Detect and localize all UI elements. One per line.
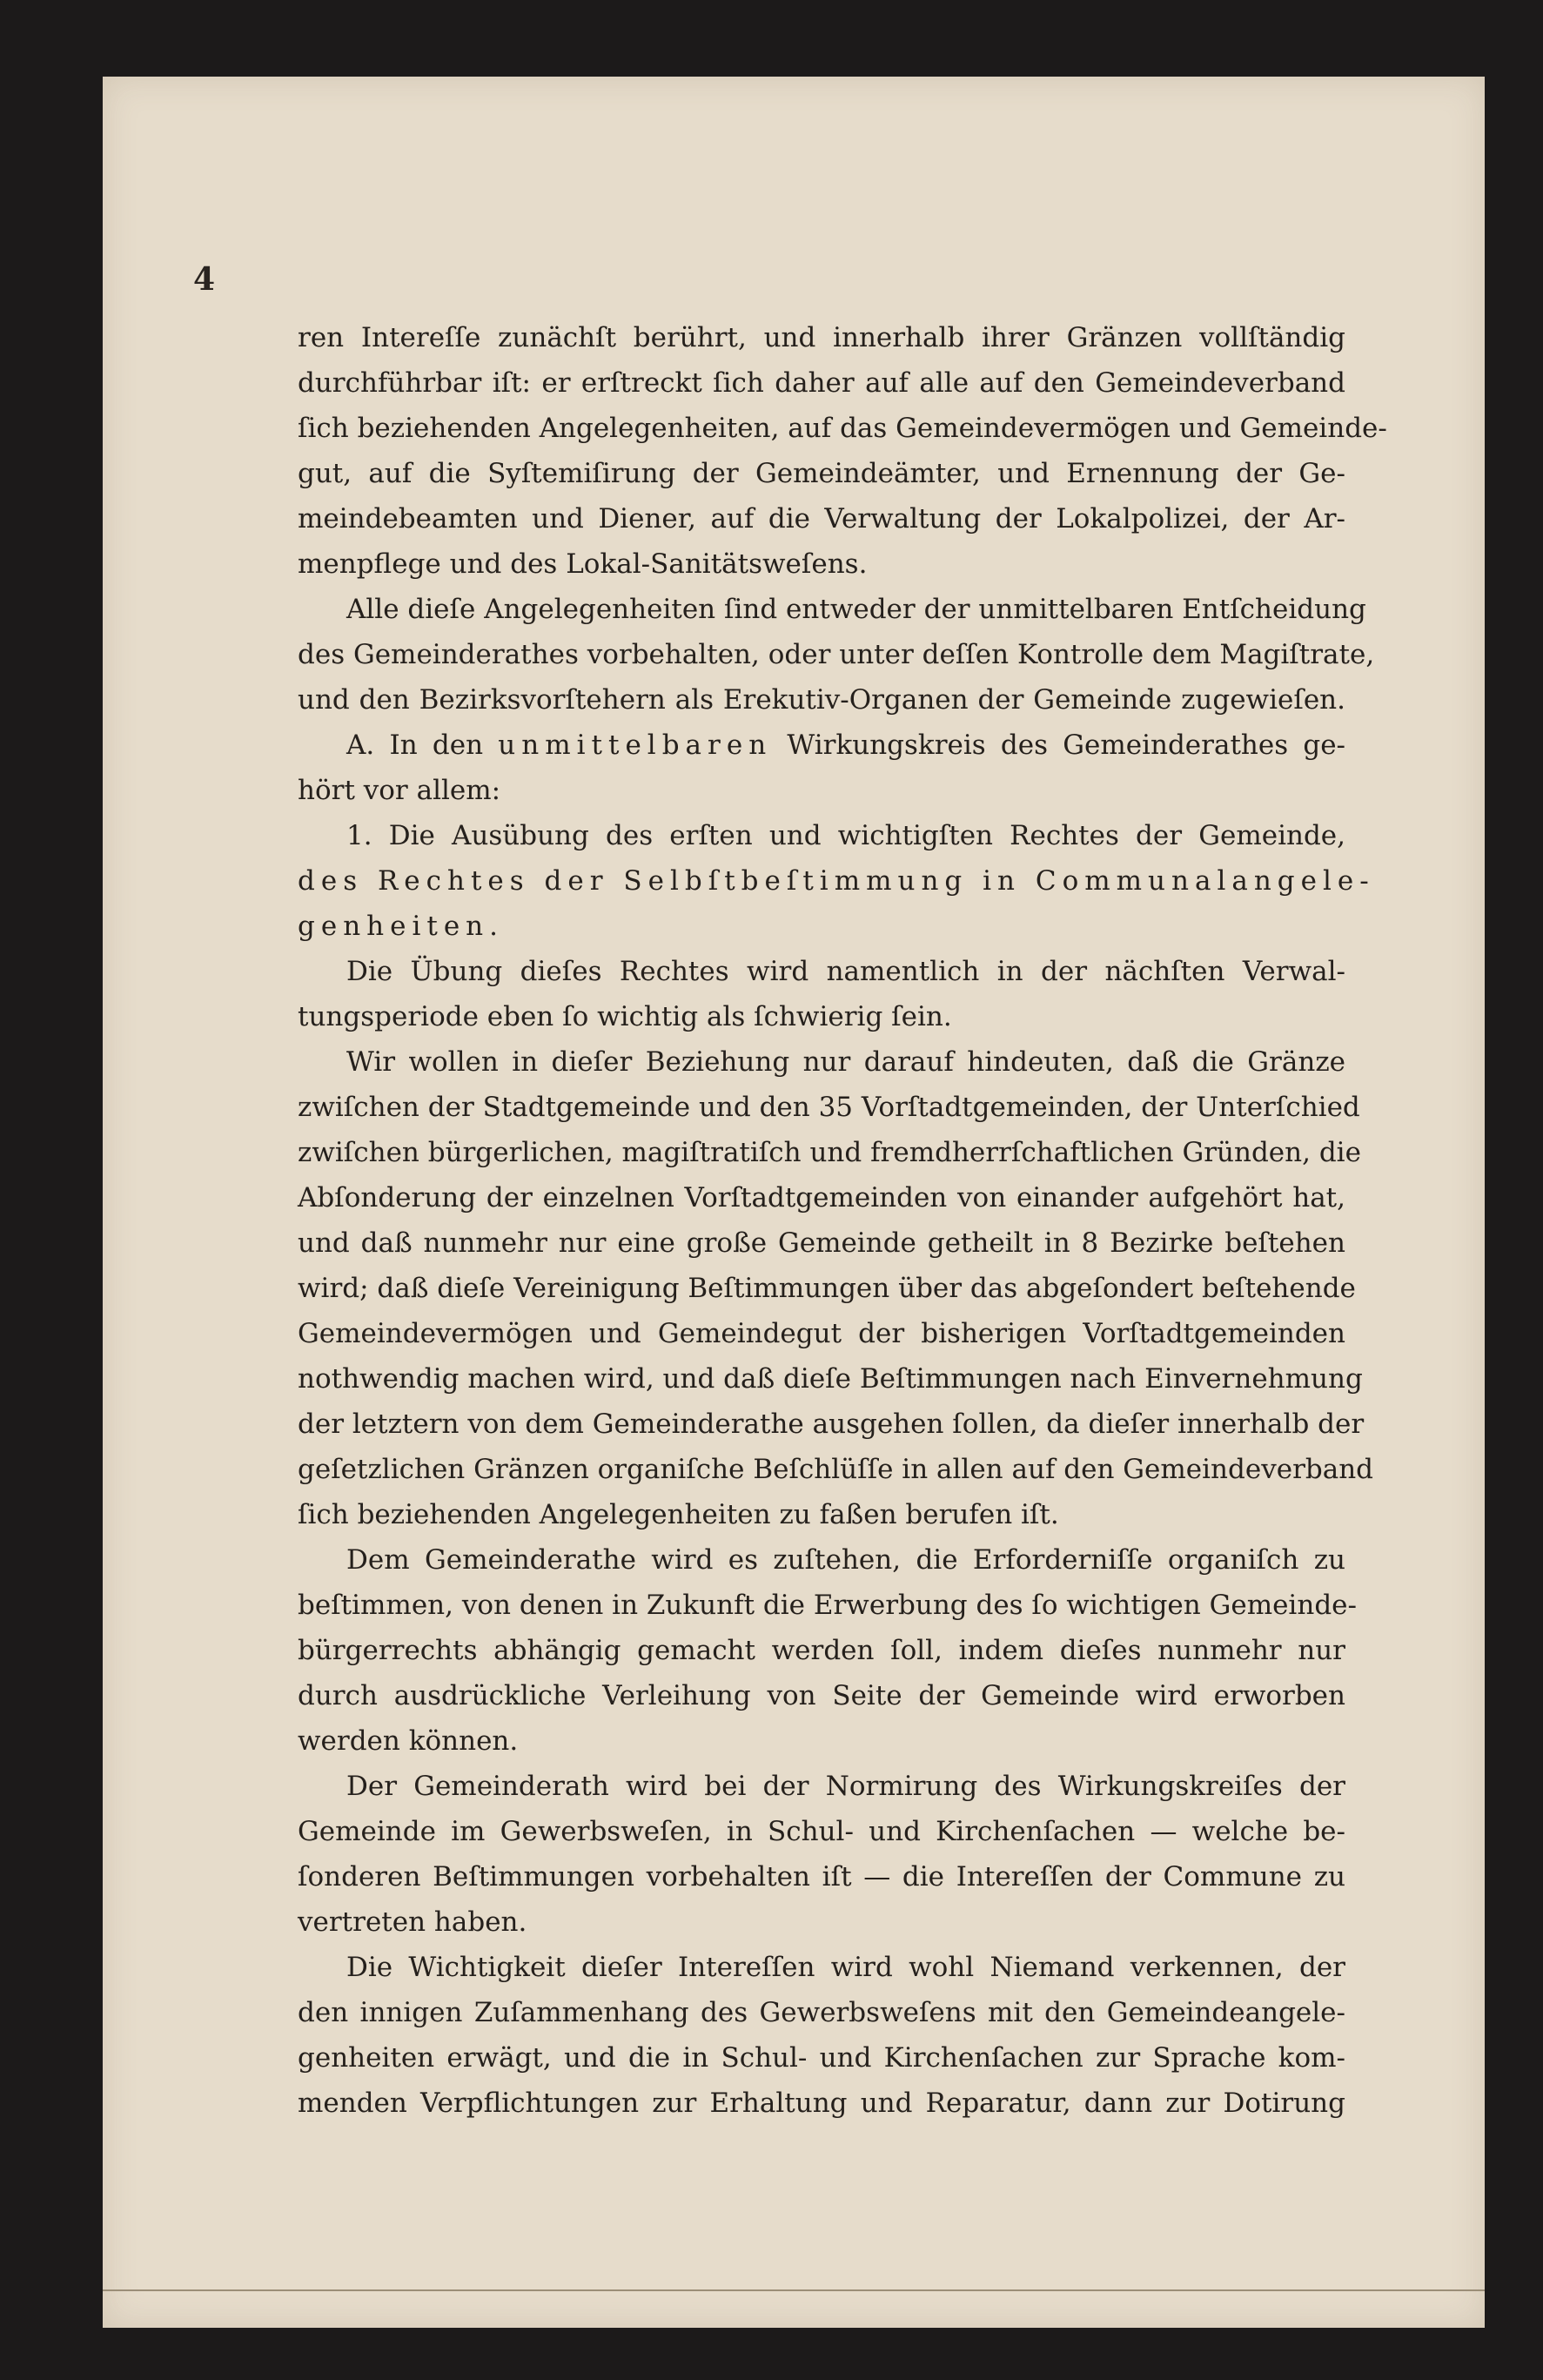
text-line: Dem Gemeinderathe wird es zuſtehen, die Erforderniſſe organiſch zu [346,1544,1345,1576]
text-line: hört vor allem: [298,775,501,806]
text-line: des Gemeinderathes vorbehalten, oder unter deſſen Kontrolle dem Magiſtrate, [298,639,1375,670]
emphasis-spaced: unmittelbaren [498,729,773,761]
text-line: Gemeinde im Gewerbsweſen, in Schul- und Kirchenſachen — welche be- [298,1816,1345,1847]
text-line: menden Verpflichtungen zur Erhaltung und Reparatur, dann zur Dotirung [298,2088,1345,2119]
text-line: bürgerrechts abhängig gemacht werden ſoll, indem dieſes nunmehr nur [298,1635,1345,1666]
text-line: vertreten haben. [298,1906,527,1938]
text-line: werden können. [298,1725,519,1757]
emphasis-spaced: des Rechtes der Selbſtbeſtimmung in Communalangele- [298,865,1375,897]
text-line: und den Bezirksvorſtehern als Erekutiv-Organen der Gemeinde zugewieſen. [298,684,1345,716]
text-line: Gemeindevermögen und Gemeindegut der bisherigen Vorſtadtgemeinden [298,1318,1345,1349]
text-line: Die Wichtigkeit dieſer Intereſſen wird wohl Niemand verkennen, der [346,1952,1345,1983]
text-line: tungsperiode eben ſo wichtig als ſchwierig ſein. [298,1001,952,1032]
text-line-section-a [298,723,1345,768]
text-line: den innigen Zuſammenhang des Gewerbsweſens mit den Gemeindeangele- [298,1997,1345,2028]
text-line: menpflege und des Lokal-Sanitätsweſens. [298,548,868,580]
text-line: nothwendig machen wird, und daß dieſe Beſtimmungen nach Einvernehmung [298,1363,1363,1395]
text-line: ſich beziehenden Angelegenheiten zu faßen berufen iſt. [298,1499,1059,1530]
text-line: Wir wollen in dieſer Beziehung nur darauf hindeuten, daß die Gränze [346,1046,1345,1078]
text-line: gut, auf die Syſtemiſirung der Gemeindeämter, und Ernennung der Ge- [298,458,1345,489]
text-line: zwiſchen bürgerlichen, magiſtratiſch und fremdherrſchaftlichen Gründen, die [298,1137,1361,1168]
text-line: beſtimmen, von denen in Zukunft die Erwerbung des ſo wichtigen Gemeinde- [298,1590,1357,1621]
text-line: genheiten erwägt, und die in Schul- und Kirchenſachen zur Sprache kom- [298,2042,1345,2074]
text-line: Abſonderung der einzelnen Vorſtadtgemeinden von einander aufgehört hat, [298,1182,1345,1214]
text-line: wird; daß dieſe Vereinigung Beſtimmungen über das abgeſondert beſtehende [298,1273,1356,1304]
body-text [298,315,1387,2126]
text-line: meindebeamten und Diener, auf die Verwaltung der Lokalpolizei, der Ar- [298,503,1345,534]
emphasis-spaced: genheiten. [298,911,505,942]
section-a-lead: A. In den [346,729,484,761]
text-line: ſonderen Beſtimmungen vorbehalten iſt — die Intereſſen der Commune zu [298,1861,1345,1893]
text-line: ren Intereſſe zunächſt berührt, und innerhalb ihrer Gränzen vollſtändig [298,322,1345,353]
text-line: und daß nunmehr nur eine große Gemeinde getheilt in 8 Bezirke beſtehen [298,1227,1345,1259]
text-line: geſetzlichen Gränzen organiſche Beſchlüſſe in allen auf den Gemeindeverband [298,1454,1374,1485]
text-line: durch ausdrückliche Verleihung von Seite der Gemeinde wird erworben [298,1680,1345,1711]
text-line-item-1: 1. Die Ausübung des erſten und wichtigſten Rechtes der Gemeinde, [346,820,1345,851]
page-number: 4 [193,261,216,298]
text-line: zwiſchen der Stadtgemeinde und den 35 Vorſtadtgemeinden, der Unterſchied [298,1092,1360,1123]
text-line: der letztern von dem Gemeinderathe ausgehen ſollen, da dieſer innerhalb der [298,1409,1365,1440]
text-line: Alle dieſe Angelegenheiten ſind entweder der unmittelbaren Entſcheidung [346,594,1366,625]
text-line: Der Gemeinderath wird bei der Normirung des Wirkungskreiſes der [346,1771,1345,1802]
page-bottom-edge [103,2289,1485,2291]
text-line: durchführbar iſt: er erſtreckt ſich daher auf alle auf den Gemeindeverband [298,367,1345,399]
text-line: Die Übung dieſes Rechtes wird namentlich in der nächſten Verwal- [346,956,1345,987]
text-line: ſich beziehenden Angelegenheiten, auf das Gemeindevermögen und Gemeinde- [298,413,1387,444]
section-a-tail: Wirkungskreis des Gemeinderathes ge- [787,729,1346,761]
